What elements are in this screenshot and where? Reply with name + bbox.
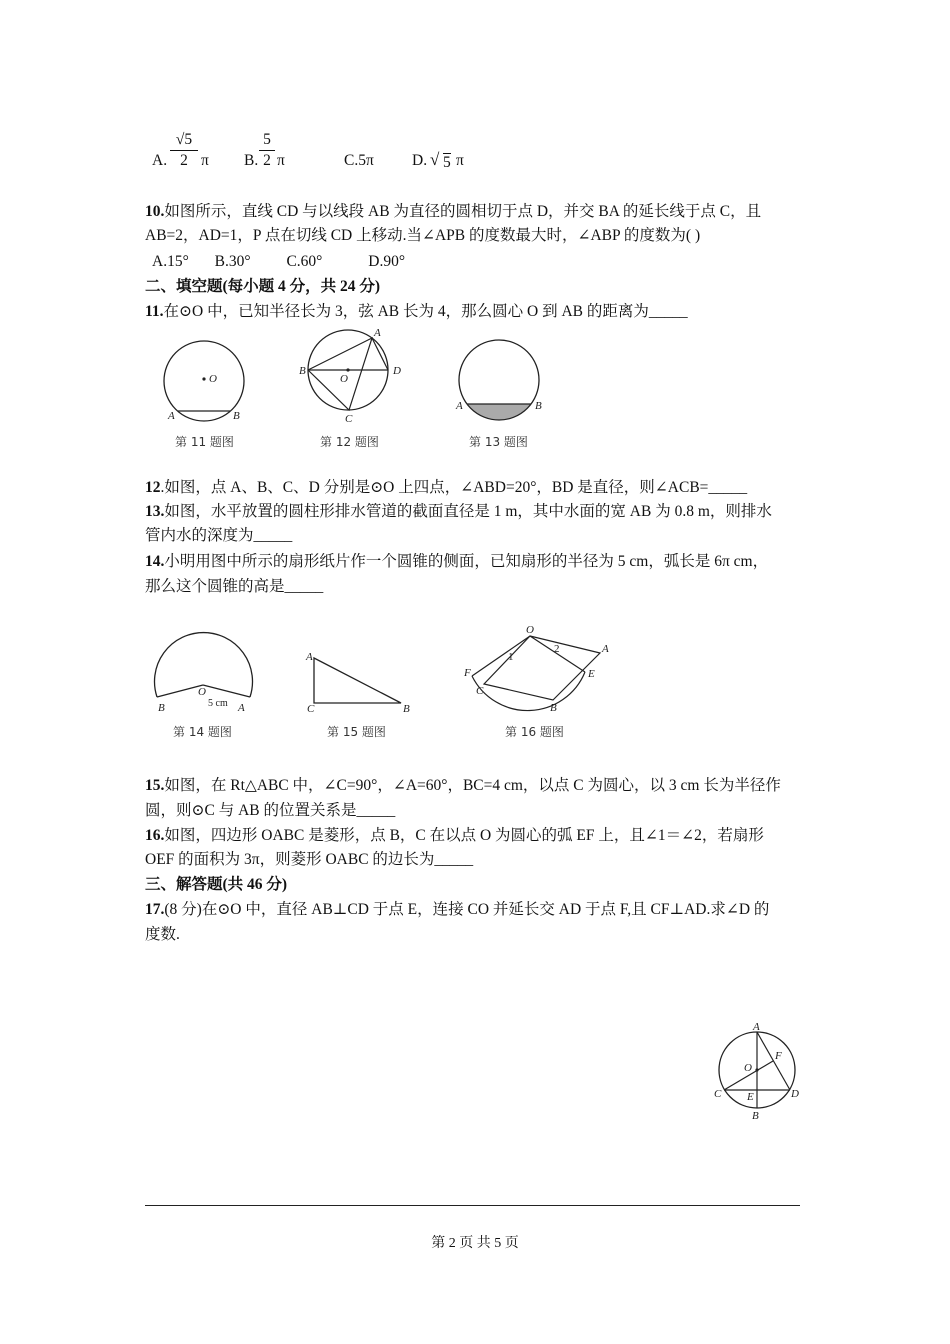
q10-option-b: B.30°	[214, 253, 251, 270]
q9-option-b-label: B.	[244, 152, 259, 169]
fig17-label-e: E	[747, 1091, 754, 1103]
question-number: 14.	[145, 553, 165, 570]
section-2-heading: 二、填空题(每小题 4 分，共 24 分)	[145, 278, 381, 295]
fig17-chord-ad	[757, 1032, 790, 1090]
question-text: 如图，四边形 OABC 是菱形，点 B，C 在以点 O 为圆心的弧 EF 上，且∠1＝∠2，若扇形	[164, 827, 764, 844]
q9-option-d-pi: π	[456, 152, 464, 169]
question-text: .如图，点 A、B、C、D 分别是⊙O 上四点，∠ABD=20°，BD 是直径，则∠ACB=_____	[160, 479, 748, 496]
fig17-label-f: F	[775, 1050, 782, 1062]
q9-option-a-label: A.	[152, 152, 168, 169]
fig12-label-b: B	[299, 365, 306, 377]
fig14-label-o: O	[198, 686, 206, 698]
question-number: 15.	[145, 777, 165, 794]
fraction-denominator: 2	[180, 152, 188, 169]
fig17-label-a: A	[753, 1021, 760, 1033]
q13-line2: 管内水的深度为_____	[145, 527, 293, 544]
fig15-label-a: A	[306, 651, 313, 663]
fig16-label-angle-2: 2	[554, 643, 560, 655]
question-text: (8 分)在⊙O 中，直径 AB⊥CD 于点 E，连接 CO 并延长交 AD 于点 F,且 CF⊥AD.求∠D 的	[164, 901, 770, 918]
question-number: 13.	[145, 503, 165, 520]
q10-line2: AB=2，AD=1，P 点在切线 CD 上移动.当∠APB 的度数最大时，∠ABP 的度数为( )	[145, 227, 701, 244]
fig14-label-radius: 5 cm	[208, 698, 228, 709]
fig14-caption: 第 14 题图	[173, 725, 232, 739]
q16-line2: OEF 的面积为 3π，则菱形 OABC 的边长为_____	[145, 851, 474, 868]
q9-option-d-radicand: 5	[443, 154, 451, 171]
fig17-label-o: O	[744, 1062, 752, 1074]
fig12-label-o: O	[340, 373, 348, 385]
fig16-caption: 第 16 题图	[505, 725, 564, 739]
fig16-label-b: B	[550, 702, 557, 714]
fig15-label-b: B	[403, 703, 410, 715]
fraction-numerator: 5	[263, 131, 271, 148]
question-number: 12	[145, 479, 161, 496]
q10-option-d: D.90°	[368, 253, 406, 270]
fig15-caption: 第 15 题图	[327, 725, 386, 739]
fraction-numerator: √5	[175, 131, 193, 148]
q10-option-a: A.15°	[152, 253, 189, 270]
question-text: 如图所示，直线 CD 与以线段 AB 为直径的圆相切于点 D，并交 BA 的延长线于点 C，且	[164, 203, 762, 220]
fig13-caption: 第 13 题图	[469, 435, 528, 449]
section-3-heading: 三、解答题(共 46 分)	[145, 876, 288, 893]
question-text: 在⊙O 中，已知半径长为 3，弦 AB 长为 4，那么圆心 O 到 AB 的距离为_____	[163, 303, 688, 320]
fig15-label-c: C	[307, 703, 315, 715]
q17-line2: 度数.	[145, 926, 180, 943]
question-text: 如图，在 Rt△ABC 中，∠C=90°，∠A=60°，BC=4 cm，以点 C 为圆心，以 3 cm 长为半径作	[164, 777, 781, 794]
q14-line2: 那么这个圆锥的高是_____	[145, 578, 324, 595]
q9-option-d-label: D.	[412, 152, 428, 169]
question-text: 如图，水平放置的圆柱形排水管道的截面直径是 1 m，其中水面的宽 AB 为 0.8 m，则排水	[164, 503, 772, 520]
fig17-label-d: D	[791, 1088, 799, 1100]
q9-option-b-pi: π	[277, 152, 285, 169]
question-number: 10.	[145, 203, 165, 220]
fig16-label-angle-1: 1	[508, 651, 514, 663]
question-text: 小明用图中所示的扇形纸片作一个圆锥的侧面，已知扇形的半径为 5 cm，弧长是 6π cm，	[164, 553, 769, 570]
fig12-label-a: A	[374, 327, 381, 339]
fig11-label-b: B	[233, 410, 240, 422]
fig11-caption: 第 11 题图	[175, 435, 234, 449]
fig16-label-o: O	[526, 624, 534, 636]
fig11-label-o: O	[209, 373, 217, 385]
fig14-label-b: B	[158, 702, 165, 714]
fig12-caption: 第 12 题图	[320, 435, 379, 449]
fig12-label-d: D	[393, 365, 401, 377]
question-number: 16.	[145, 827, 165, 844]
fig16-label-f: F	[464, 667, 471, 679]
fig17-label-c: C	[714, 1088, 722, 1100]
fig12-label-c: C	[345, 413, 353, 425]
fig17-label-b: B	[752, 1110, 759, 1122]
question-number: 17.	[145, 901, 165, 918]
page-number: 第 2 页 共 5 页	[431, 1236, 519, 1251]
fig14-label-a: A	[238, 702, 245, 714]
fig11-label-a: A	[168, 410, 175, 422]
radical-icon: √	[430, 150, 440, 169]
fig16-label-c: C	[476, 685, 484, 697]
fig16-label-a: A	[602, 643, 609, 655]
q9-option-a-pi: π	[201, 152, 209, 169]
fig13-label-b: B	[535, 400, 542, 412]
fig17-center-dot	[755, 1068, 758, 1071]
fig13-label-a: A	[456, 400, 463, 412]
footer-rule	[145, 1205, 800, 1206]
q10-option-c: C.60°	[286, 253, 323, 270]
fraction-denominator: 2	[263, 152, 271, 169]
q15-line2: 圆，则⊙C 与 AB 的位置关系是_____	[145, 802, 396, 819]
question-number: 11.	[145, 303, 164, 320]
fig16-label-e: E	[588, 668, 595, 680]
q9-option-c: C.5π	[344, 152, 374, 169]
